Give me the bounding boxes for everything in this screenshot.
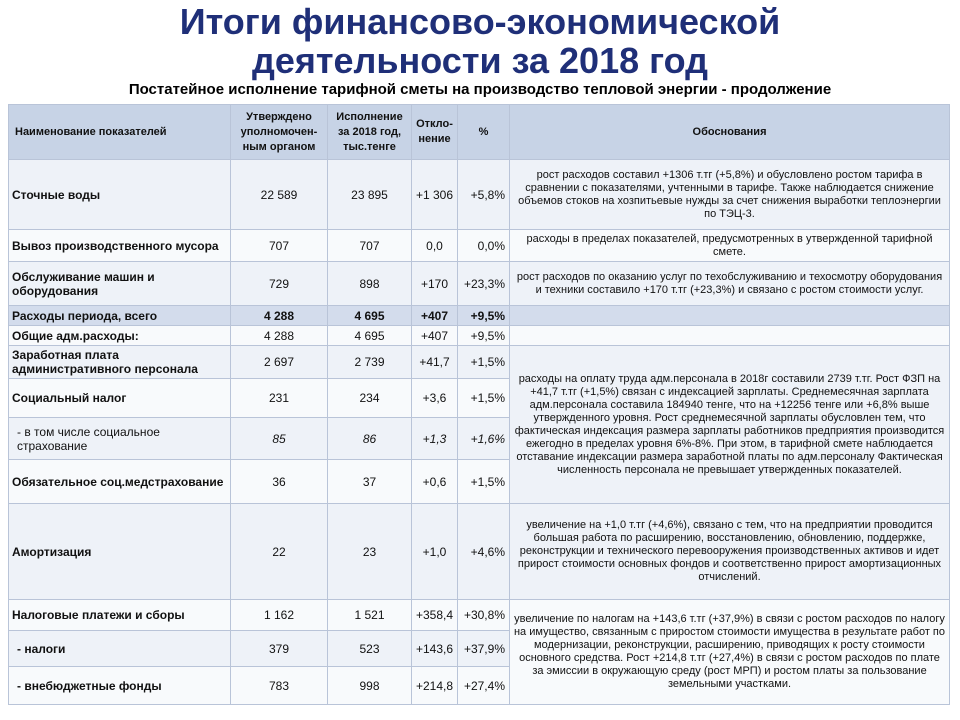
row-percent: +23,3% (458, 262, 510, 306)
row-approved: 22 589 (231, 160, 328, 230)
title-line-2: деятельности за 2018 год (252, 40, 708, 81)
row-deviation: +1,0 (412, 504, 458, 600)
row-actual: 37 (328, 460, 412, 504)
table-row (9, 600, 950, 631)
row-name: Обслуживание машин и оборудования (9, 262, 231, 306)
row-actual: 523 (328, 631, 412, 667)
row-name: Расходы периода, всего (9, 306, 231, 326)
row-approved: 231 (231, 379, 328, 418)
table-row (9, 262, 950, 306)
justification-waste-water: рост расходов составил +1306 т.тг (+5,8%) и обусловлено ростом тарифа в сравнении с показателями, учтенными в тарифе. Также наблюдается снижение объемов стоков на хозпитьевые нужды за счет снижения выработки теплоэнергии по ТЭЦ-3. (510, 160, 950, 230)
row-deviation: +170 (412, 262, 458, 306)
table-row (9, 326, 950, 346)
table-header-row (9, 105, 950, 160)
row-deviation: +407 (412, 326, 458, 346)
table-row (9, 230, 950, 262)
row-deviation: +358,4 (412, 600, 458, 631)
row-approved: 4 288 (231, 306, 328, 326)
row-deviation: +1,3 (412, 418, 458, 460)
row-deviation: +1 306 (412, 160, 458, 230)
table-row (9, 346, 950, 379)
row-percent: +1,6% (458, 418, 510, 460)
row-actual: 4 695 (328, 326, 412, 346)
table-row (9, 504, 950, 600)
row-name: - в том числе социальное страхование (9, 418, 231, 460)
row-deviation: +3,6 (412, 379, 458, 418)
row-actual: 1 521 (328, 600, 412, 631)
row-approved: 22 (231, 504, 328, 600)
header-actual: Исполнение за 2018 год, тыс.тенге (328, 105, 412, 160)
table-subtitle: Постатейное исполнение тарифной сметы на производство тепловой энергии - продолжение (128, 81, 832, 98)
header-justification: Обоснования (510, 105, 950, 160)
row-approved: 707 (231, 230, 328, 262)
row-actual: 234 (328, 379, 412, 418)
row-deviation: +214,8 (412, 667, 458, 705)
row-approved: 85 (231, 418, 328, 460)
table-row (9, 160, 950, 230)
row-percent: +4,6% (458, 504, 510, 600)
justification-depreciation: увеличение на +1,0 т.тг (+4,6%), связано с тем, что на предприятии проводится большая работа по расширению, восстановлению, обновлению, поддержке, реконструкции и технического перевооружения производственных активов и идет прирост стоимости основных фондов и соответственно прирост амортизационных отчислений. (510, 504, 950, 600)
justification-empty (510, 306, 950, 326)
row-name: Общие адм.расходы: (9, 326, 231, 346)
row-deviation: +407 (412, 306, 458, 326)
row-actual: 707 (328, 230, 412, 262)
row-percent: +37,9% (458, 631, 510, 667)
header-deviation: Откло-нение (412, 105, 458, 160)
row-percent: +5,8% (458, 160, 510, 230)
row-approved: 2 697 (231, 346, 328, 379)
row-name: Налоговые платежи и сборы (9, 600, 231, 631)
justification-empty (510, 326, 950, 346)
row-name: Социальный налог (9, 379, 231, 418)
justification-garbage: расходы в пределах показателей, предусмотренных в утвержденной тарифной смете. (510, 230, 950, 262)
row-percent: +1,5% (458, 460, 510, 504)
row-approved: 36 (231, 460, 328, 504)
row-name: Заработная плата административного персонала (9, 346, 231, 379)
row-deviation: +0,6 (412, 460, 458, 504)
row-name: Обязательное соц.медстрахование (9, 460, 231, 504)
page-title (0, 2, 960, 80)
row-percent: +9,5% (458, 326, 510, 346)
table-row-total (9, 306, 950, 326)
row-name: Амортизация (9, 504, 231, 600)
row-approved: 379 (231, 631, 328, 667)
row-actual: 23 (328, 504, 412, 600)
row-percent: +30,8% (458, 600, 510, 631)
row-approved: 1 162 (231, 600, 328, 631)
row-approved: 783 (231, 667, 328, 705)
row-percent: +27,4% (458, 667, 510, 705)
row-actual: 998 (328, 667, 412, 705)
row-actual: 23 895 (328, 160, 412, 230)
header-name: Наименование показателей (9, 105, 231, 160)
justification-taxes: увеличение по налогам на +143,6 т.тг (+37,9%) в связи с ростом расходов по налогу на имущество, связанным с приростом стоимости имущества в результате работ по модернизации, реконструкции, расширению, приводящих к росту стоимости основного средства. Рост +214,8 т.тг (+27,4%) в связи с ростом расходов по плате за эмиссии в окружающую среду (рост МРП) и ростом платы за пользование земельными участками. (510, 600, 950, 705)
title-line-1: Итоги финансово-экономической (179, 1, 781, 42)
row-name: - налоги (9, 631, 231, 667)
row-actual: 86 (328, 418, 412, 460)
justification-machines: рост расходов по оказанию услуг по техобслуживанию и техосмотру оборудования и техники составило +170 т.тг (+23,3%) и связано с ростом стоимости услуг. (510, 262, 950, 306)
justification-salary: расходы на оплату труда адм.персонала в 2018г составили 2739 т.тг. Рост ФЗП на +41,7 т.тг (+1,5%) связан с индексацией зарплаты. Среднемесячная зарплата адм.персонала составила 184940 тенге, что на +12256 тенге или +6,8% выше утвержденного уровня. Рост среднемесячной зарплаты обусловлен тем, что фактическая индексация размера зарплаты работников предприятия производится ежегодно в пределах уровня 6%-8%. При этом, в тарифной смете наблюдается отставание индексации размера заработной платы по адм.персоналу Фактическая численность персонала не превышает утвержденных показателей. (510, 346, 950, 504)
row-actual: 4 695 (328, 306, 412, 326)
row-percent: +1,5% (458, 379, 510, 418)
header-percent: % (458, 105, 510, 160)
tariff-execution-table (8, 104, 950, 705)
header-approved: Утверждено уполномочен-ным органом (231, 105, 328, 160)
row-actual: 898 (328, 262, 412, 306)
row-deviation: +143,6 (412, 631, 458, 667)
row-percent: +9,5% (458, 306, 510, 326)
row-approved: 729 (231, 262, 328, 306)
row-percent: +1,5% (458, 346, 510, 379)
row-approved: 4 288 (231, 326, 328, 346)
row-deviation: 0,0 (412, 230, 458, 262)
row-deviation: +41,7 (412, 346, 458, 379)
row-name: Вывоз производственного мусора (9, 230, 231, 262)
row-percent: 0,0% (458, 230, 510, 262)
row-actual: 2 739 (328, 346, 412, 379)
row-name: Сточные воды (9, 160, 231, 230)
row-name: - внебюджетные фонды (9, 667, 231, 705)
